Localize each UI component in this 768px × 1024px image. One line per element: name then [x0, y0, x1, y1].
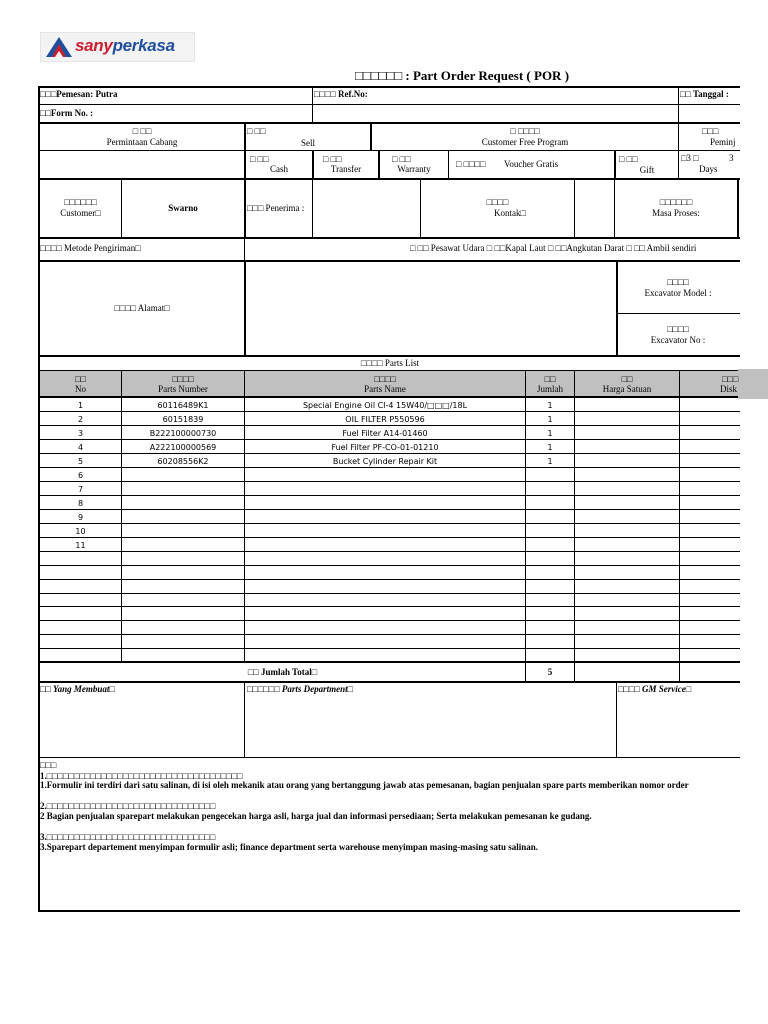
- grid-line: [38, 439, 740, 440]
- kontak-label: Kontak□: [494, 208, 526, 218]
- col-price-cn: □□: [621, 374, 633, 384]
- row-parts-number: 60116489K1: [157, 401, 209, 410]
- grid-line: [38, 910, 740, 912]
- kontak-label-cn: □□□□: [486, 197, 509, 207]
- row-parts-name: Bucket Cylinder Repair Kit: [332, 457, 438, 466]
- row-parts-number: B222100000730: [149, 429, 217, 438]
- permintaan-cabang-label: Permintaan Cabang: [106, 137, 178, 147]
- grid-line: [244, 682, 245, 758]
- jumlah-total-value: 5: [547, 667, 553, 677]
- row-no: 11: [75, 541, 86, 550]
- days-number: 3: [729, 153, 734, 163]
- gift-label: Gift: [639, 165, 655, 175]
- row-no: 4: [77, 443, 84, 452]
- grid-line: [616, 682, 617, 758]
- grid-line: [38, 481, 740, 482]
- penerima-label: □□□ Penerima :: [247, 203, 305, 213]
- grid-line: [38, 593, 740, 594]
- warranty-label: Warranty: [397, 164, 431, 174]
- pinjam-label: Peminj: [710, 137, 736, 147]
- col-parts-name-header: Parts Name: [364, 384, 406, 394]
- grid-line: [678, 86, 679, 105]
- grid-line: [38, 509, 740, 510]
- grid-line: [574, 370, 575, 682]
- company-logo: [40, 32, 195, 62]
- voucher-label: Voucher Gratis: [504, 159, 559, 169]
- row-qty: 1: [547, 457, 553, 466]
- grid-line: [312, 178, 313, 238]
- excavator-no-label-cn: □□□□: [667, 324, 689, 334]
- grid-line: [38, 648, 740, 649]
- col-no-cn: □□: [75, 374, 86, 384]
- logo-mark-icon: [44, 35, 74, 59]
- row-parts-number: A222100000569: [149, 443, 217, 452]
- voucher-checkbox[interactable]: □ □□□□: [456, 159, 486, 169]
- grid-line: [38, 565, 740, 566]
- row-parts-name: Fuel Filter PF-CO-01-01210: [331, 443, 439, 452]
- col-qty-cn: □□: [544, 374, 556, 384]
- days-checkbox[interactable]: □3 □: [681, 153, 699, 163]
- row-parts-number: 60151839: [162, 415, 204, 424]
- grid-line: [38, 453, 740, 454]
- col-name-cn: □□□□: [374, 374, 396, 384]
- grid-line: [38, 122, 740, 124]
- parts-list-label: □□□□ Parts List: [360, 358, 420, 368]
- row-no: 5: [77, 457, 84, 466]
- customer-label-cn: □□□□□□: [64, 197, 97, 207]
- row-no: 10: [75, 527, 86, 536]
- jumlah-total-label: □□ Jumlah Total□: [247, 667, 318, 677]
- masa-label-cn: □□□□□□: [659, 197, 693, 207]
- alamat-label: □□□□ Alamat□: [114, 303, 170, 313]
- row-qty: 1: [547, 443, 553, 452]
- row-no: 2: [77, 415, 84, 424]
- col-no-header: No: [75, 384, 86, 394]
- note-1-cn: 1.□□□□□□□□□□□□□□□□□□□□□□□□□□□□□□□□□□□□: [40, 771, 243, 781]
- excavator-no-label: Excavator No :: [650, 335, 706, 345]
- grid-line: [38, 260, 740, 262]
- note-3-cn: 3.□□□□□□□□□□□□□□□□□□□□□□□□□□□□□□□: [40, 832, 216, 842]
- grid-line: [38, 467, 740, 468]
- grid-line: [38, 104, 740, 105]
- row-no: 6: [77, 471, 84, 480]
- grid-line: [38, 425, 740, 426]
- cash-checkbox[interactable]: □ □□: [250, 154, 269, 164]
- customer-name-value: Swarno: [168, 203, 198, 213]
- note-3: 3.Sparepart departement menyimpan formulir asli; finance department serta warehouse menyimpan masing-masing satu salinan.: [40, 842, 538, 852]
- shipping-options[interactable]: □ □□ Pesawat Udara □ □□Kapal Laut □ □□Angkutan Darat □ □□ Ambil sendiri: [410, 243, 697, 253]
- form-title: □□□□□□ : Part Order Request ( POR ): [355, 68, 570, 83]
- grid-line: [312, 86, 313, 105]
- transfer-label: Transfer: [330, 164, 362, 174]
- notes-heading: □□□: [40, 760, 57, 770]
- note-2: 2 Bagian penjualan sparepart melakukan pengecekan harga asli, harga jual dan informasi persediaan; Serta melakukan pemesanan ke gudang.: [40, 811, 592, 821]
- permintaan-checkbox[interactable]: □ □□: [132, 126, 152, 136]
- ref-no-label: □□□□ Ref.No:: [314, 89, 368, 99]
- grid-line: [38, 579, 740, 580]
- gm-service-label: □□□□ GM Service□: [618, 684, 692, 694]
- grid-line: [616, 313, 740, 314]
- cfp-label: Customer Free Program: [481, 137, 569, 147]
- grid-line: [38, 411, 740, 412]
- masa-proses-label: Masa Proses:: [652, 208, 700, 218]
- grid-line: [244, 237, 245, 261]
- form-no-label: □□Form No. :: [40, 108, 94, 118]
- grid-line: [38, 757, 740, 758]
- row-qty: 1: [547, 429, 553, 438]
- cash-label: Cash: [270, 164, 288, 174]
- row-parts-number: 60208556K2: [157, 457, 209, 466]
- grid-line: [244, 178, 246, 238]
- grid-line: [38, 355, 740, 357]
- grid-line: [38, 495, 740, 496]
- row-no: 9: [77, 513, 84, 522]
- grid-line: [678, 150, 679, 179]
- grid-line: [38, 523, 740, 524]
- row-no: 8: [77, 499, 84, 508]
- col-harga-satuan-header: Harga Satuan: [602, 384, 652, 394]
- row-qty: 1: [547, 415, 553, 424]
- col-disc-cn: □□□: [722, 374, 739, 384]
- grid-line: [448, 150, 449, 179]
- cfp-checkbox[interactable]: □ □□□□: [510, 126, 540, 136]
- pemesan-label: □□□Pemesan: Putra: [40, 89, 118, 99]
- grid-line: [38, 537, 740, 538]
- col-jumlah-header: Jumlah: [537, 384, 563, 394]
- excavator-model-label-cn: □□□□: [667, 277, 689, 287]
- logo-text-sany: sany: [75, 36, 113, 55]
- warranty-checkbox[interactable]: □ □□: [392, 154, 411, 164]
- grid-line: [38, 620, 740, 621]
- table-header-bg-overflow: [738, 369, 768, 399]
- grid-line: [38, 237, 740, 239]
- grid-line: [38, 661, 740, 663]
- grid-line: [244, 260, 246, 356]
- grid-line: [38, 606, 740, 607]
- grid-line: [38, 150, 740, 151]
- col-pn-cn: □□□□: [172, 374, 194, 384]
- row-no: 7: [77, 485, 84, 494]
- yang-membuat-label: □□ Yang Membuat□: [40, 684, 115, 694]
- tanggal-label: □□ Tanggal :: [680, 89, 729, 99]
- grid-line: [38, 551, 740, 552]
- grid-line: [38, 86, 740, 88]
- row-no: 3: [77, 429, 84, 438]
- col-parts-number-header: Parts Number: [158, 384, 208, 394]
- grid-line: [38, 634, 740, 635]
- gift-checkbox[interactable]: □ □□: [619, 154, 638, 164]
- metode-pengiriman-label: □□□□ Metode Pengiriman□: [40, 243, 141, 253]
- grid-line: [38, 681, 740, 683]
- days-label: Days: [699, 164, 718, 174]
- grid-line: [678, 122, 679, 151]
- grid-line: [737, 178, 739, 238]
- grid-line: [679, 370, 680, 682]
- grid-line: [38, 396, 740, 398]
- row-parts-name: Fuel Filter A14-01460: [342, 429, 428, 438]
- logo-text-perkasa: perkasa: [112, 36, 175, 55]
- col-disk-header: Disk: [720, 384, 738, 394]
- customer-label: Customer□: [60, 208, 101, 218]
- pinjam-checkbox[interactable]: □□□: [702, 126, 719, 136]
- grid-line: [38, 178, 740, 180]
- note-2-cn: 2.□□□□□□□□□□□□□□□□□□□□□□□□□□□□□□□: [40, 801, 216, 811]
- row-qty: 1: [547, 401, 553, 410]
- sell-checkbox[interactable]: □ □□: [247, 126, 266, 136]
- row-no: 1: [77, 401, 84, 410]
- sell-label: Sell: [300, 138, 315, 148]
- transfer-checkbox[interactable]: □ □□: [323, 154, 342, 164]
- excavator-model-label: Excavator Model :: [644, 288, 712, 298]
- grid-line: [678, 104, 679, 123]
- parts-department-label: □□□□□□ Parts Department□: [247, 684, 354, 694]
- grid-line: [312, 104, 313, 123]
- row-parts-name: OIL FILTER P550596: [345, 415, 425, 424]
- note-1: 1.Formulir ini terdiri dari satu salinan, di isi oleh mekanik atau orang yang bertanggung jawab atas pemesanan, bagian penjualan spare parts memberikan nomor order: [40, 780, 689, 790]
- row-parts-name: Special Engine Oil CI-4 15W40/□□□/18L: [302, 401, 468, 410]
